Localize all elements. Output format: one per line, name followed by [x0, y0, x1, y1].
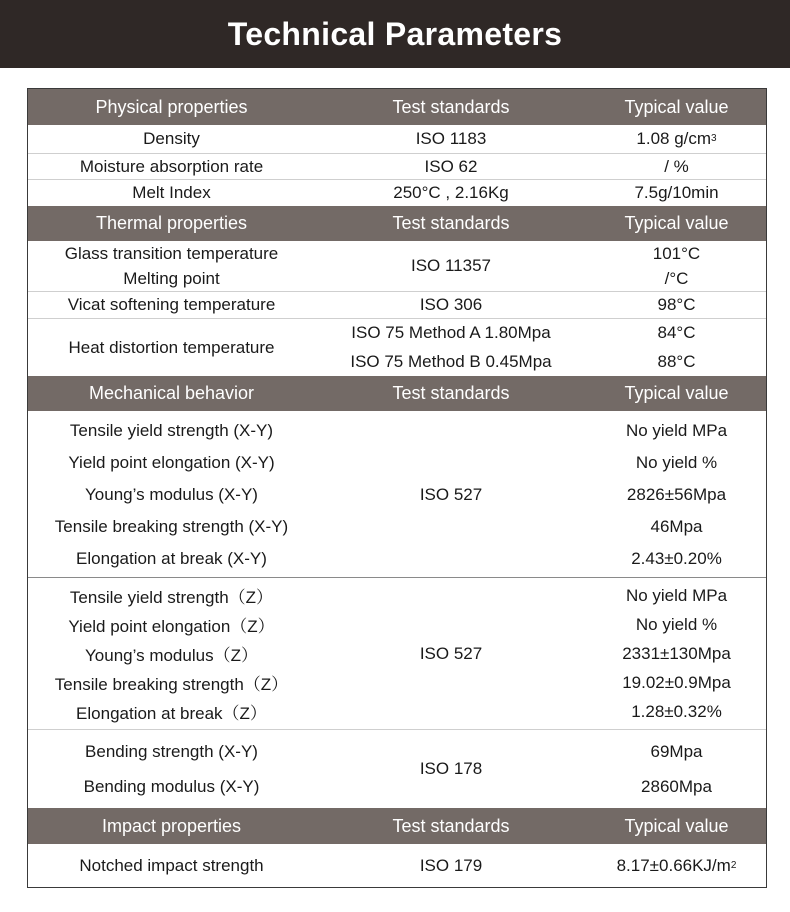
property-name-group	[28, 415, 315, 575]
typical-value: 88°C	[657, 351, 696, 371]
value-text: 1.08 g/cm	[636, 129, 712, 148]
property-name: Glass transition temperature	[64, 243, 279, 263]
typical-value: 2860Mpa	[641, 776, 712, 796]
typical-value: 69Mpa	[650, 741, 703, 761]
header-cell: Test standards	[392, 213, 510, 233]
property-name-group	[28, 581, 315, 726]
typical-value: / %	[664, 156, 689, 176]
table-row-group-z	[28, 581, 766, 726]
typical-value-group	[587, 319, 766, 376]
typical-value: 2826±56Mpa	[626, 485, 727, 504]
table-row-group-xy	[28, 415, 766, 575]
property-name: Melt Index	[132, 183, 211, 202]
test-standard: ISO 527	[419, 643, 483, 663]
property-name-group	[28, 241, 315, 291]
property-name: Elongation at break（Z）	[76, 704, 267, 723]
typical-value: No yield MPa	[625, 421, 728, 440]
property-name: Bending modulus (X-Y)	[83, 776, 260, 796]
typical-value: 1.08 g/cm 3	[636, 129, 717, 148]
header-cell: Typical value	[624, 815, 729, 836]
header-cell: Impact properties	[101, 815, 242, 836]
table-row	[28, 154, 766, 179]
typical-value: 84°C	[657, 323, 696, 343]
typical-value: No yield %	[635, 453, 718, 472]
property-name: Elongation at break (X-Y)	[76, 549, 267, 568]
header-cell: Thermal properties	[95, 213, 248, 233]
typical-value: 2.43±0.20%	[631, 549, 722, 568]
property-name: Density	[143, 129, 200, 148]
header-cell: Test standards	[392, 383, 510, 403]
typical-value: 7.5g/10min	[634, 183, 719, 202]
header-cell: Test standards	[392, 815, 510, 836]
page-title-banner	[0, 0, 790, 68]
table-row	[28, 125, 766, 153]
property-name: Yield point elongation（Z）	[68, 617, 275, 636]
test-standard-group	[315, 319, 587, 376]
table-row	[28, 292, 766, 318]
property-name: Tensile breaking strength（Z）	[54, 675, 289, 694]
typical-value: /°C	[664, 268, 689, 288]
property-name: Heat distortion temperature	[68, 337, 275, 357]
test-standard: ISO 11357	[410, 256, 492, 275]
property-name: Bending strength (X-Y)	[85, 741, 258, 761]
test-standard: ISO 306	[419, 295, 483, 314]
test-standard: 250°C , 2.16Kg	[393, 183, 509, 202]
typical-value-group	[587, 415, 766, 575]
page-title: Technical Parameters	[227, 15, 563, 52]
typical-value: No yield %	[635, 614, 718, 634]
property-name: Moisture absorption rate	[79, 156, 264, 176]
table-row-group-bending	[28, 734, 766, 804]
typical-value: 19.02±0.9Mpa	[622, 672, 731, 692]
typical-value-group	[587, 734, 766, 804]
property-name: Young’s modulus (X-Y)	[85, 485, 258, 504]
header-row-impact	[28, 808, 766, 844]
row-divider	[28, 729, 766, 730]
typical-value: 101°C	[652, 243, 701, 263]
property-name: Melting point	[123, 268, 220, 288]
test-standard: ISO 527	[419, 485, 483, 504]
test-standard: ISO 178	[419, 759, 483, 778]
typical-value: 46Mpa	[650, 517, 703, 536]
typical-value-group	[587, 581, 766, 726]
property-name: Yield point elongation (X-Y)	[68, 453, 275, 472]
property-name: Vicat softening temperature	[67, 295, 276, 314]
row-divider	[28, 577, 766, 578]
header-cell: Typical value	[624, 96, 729, 117]
table-row	[28, 180, 766, 206]
table-row	[28, 319, 766, 376]
typical-value: 8.17±0.66KJ/m 2	[616, 855, 737, 875]
typical-value: 98°C	[657, 295, 696, 314]
parameters-table	[27, 88, 767, 888]
typical-value-group	[587, 241, 766, 291]
property-name: Notched impact strength	[79, 855, 264, 875]
test-standard: ISO 75 Method B 0.45Mpa	[350, 351, 552, 371]
property-name: Tensile yield strength (X-Y)	[69, 421, 274, 440]
header-cell: Mechanical behavior	[88, 383, 255, 403]
test-standard: ISO 75 Method A 1.80Mpa	[351, 323, 551, 343]
property-name: Tensile breaking strength (X-Y)	[54, 517, 289, 536]
typical-value: No yield MPa	[625, 585, 728, 605]
test-standard: ISO 62	[424, 156, 478, 176]
header-row-mechanical	[28, 376, 766, 411]
header-cell: Physical properties	[95, 96, 248, 117]
property-name-group	[28, 734, 315, 804]
header-row-physical	[28, 89, 766, 125]
typical-value: 2331±130Mpa	[622, 643, 731, 663]
test-standard: ISO 1183	[415, 129, 487, 148]
header-cell: Typical value	[624, 213, 729, 233]
property-name: Tensile yield strength（Z）	[69, 588, 274, 607]
header-cell: Test standards	[392, 96, 510, 117]
test-standard: ISO 179	[419, 855, 483, 875]
property-name: Young’s modulus（Z）	[85, 646, 258, 665]
table-row	[28, 241, 766, 291]
header-cell: Typical value	[624, 383, 729, 403]
value-text: 8.17±0.66KJ/m	[616, 855, 731, 875]
typical-value: 1.28±0.32%	[631, 701, 722, 721]
table-row	[28, 844, 766, 887]
header-row-thermal	[28, 206, 766, 241]
